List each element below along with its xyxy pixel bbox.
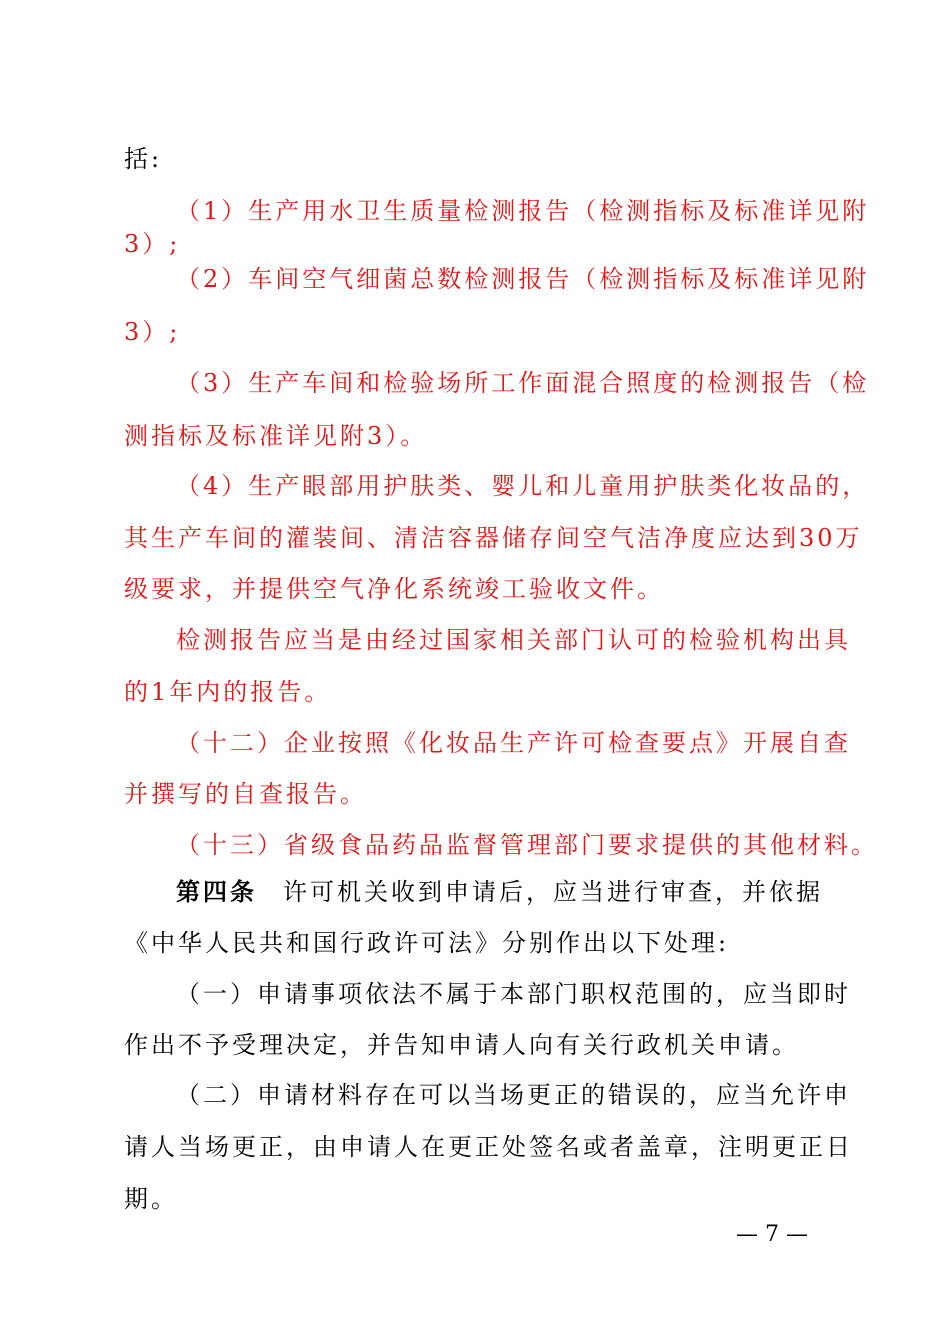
text-line: （3）生产车间和检验场所工作面混合照度的检测报告（检 [176,369,870,397]
text-line: （十三）省级食品药品监督管理部门要求提供的其他材料。 [176,831,878,859]
text-line: 并撰写的自查报告。 [124,780,367,808]
page-number: — 7 — [736,1222,808,1247]
article-text: 许可机关收到申请后，应当进行审查，并依据 [283,878,823,906]
text-line: （一）申请事项依法不属于本部门职权范围的，应当即时 [176,980,851,1008]
text-line: 期。 [124,1185,178,1213]
text-line: （4）生产眼部用护肤类、婴儿和儿童用护肤类化妆品的， [176,472,870,500]
text-line: 其生产车间的灌装间、清洁容器储存间空气洁净度应达到30万 [124,524,863,552]
article-line [176,876,823,908]
text-line: 检测报告应当是由经过国家相关部门认可的检验机构出具 [176,626,851,654]
text-line: 《中华人民共和国行政许可法》分别作出以下处理: [124,929,730,957]
text-line: （十二）企业按照《化妆品生产许可检查要点》开展自查 [176,729,851,757]
text-line: 作出不予受理决定，并告知申请人向有关行政机关申请。 [124,1031,799,1059]
text-line: 请人当场更正，由申请人在更正处签名或者盖章，注明更正日 [124,1133,853,1161]
text-line: 测指标及标准详见附3）。 [124,422,428,450]
text-line: （2）车间空气细菌总数检测报告（检测指标及标准详见附 [176,265,870,293]
text-line: 3）; [124,230,181,258]
text-line: 括: [124,145,163,173]
text-line: 的1年内的报告。 [124,678,332,706]
text-line: 级要求，并提供空气净化系统竣工验收文件。 [124,575,664,603]
text-line: （二）申请材料存在可以当场更正的错误的，应当允许申 [176,1081,851,1109]
text-line: 3）; [124,318,181,346]
text-line: （1）生产用水卫生质量检测报告（检测指标及标准详见附 [176,197,870,225]
article-heading: 第四条 [176,877,257,906]
